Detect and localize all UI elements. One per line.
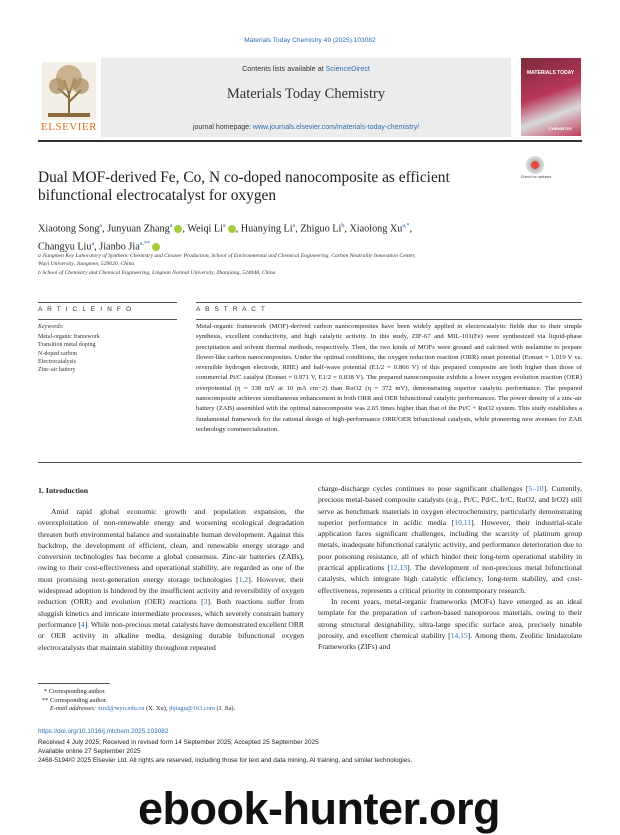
abstract-text: Metal-organic framework (MOF)-derived carbon nanocomposites have been widely applied in electrocatalytic fields due to their simple synthesis, excellent conductivity, and high catalytic activity. In this study, ZIF-67 and MIL-101(Fe) were synthesized via liquid-phase precipitation and solvent thermal methods, respectively. Then, the two kinds of MOFs were ground and calcined with melamine to prepare flower-like carbon nanocomposites. Under the optimal conditions, the oxygen reduction reaction (ORR) onset potential (Eonset = 1.019 V vs. reversible hydrogen electrode, RHE) and half-wave potential (E1/2 = 0.866 V) of this prepared composite are both higher than those of commercial Pt/C catalyst (Eonset = 0.971 V, E1/2 = 0.838 V). The prepared nanocomposite exhibits a lower oxygen evolution reaction (OER) overpotential (η = 338 mV at 10 mA cm−2) than RuO2 (η = 372 mV), demonstrating superior catalytic performance. The prepared nanocomposite achieves simultaneous enhancement in both ORR and OER bifunctional catalytic performances. The power density of a zinc-air battery (ZAB) assembled with the optimal nanocomposite was 2.65 times higher than that of the Pt/C + RuO2 system. This study establishes a fundamental framework for the rational design of high-performance ORR/OER bifunctional catalysts, while pioneering new avenues for ZAB technology commercialization. [196,323,582,433]
footnotes [38,688,235,714]
body-column-left [38,506,304,653]
text-run: ]. Both reactions suffer from sluggish kinetics and intricate intermediate processes, which severely constrain battery performance [ [38,597,305,629]
author-name[interactable]: Zhiguo Li [300,223,342,235]
journal-name: Materials Today Chemistry [226,86,386,102]
citation-link[interactable]: 4 [80,619,85,629]
text-run: In recent years, metal-organic frameworks (MOFs) have emerged as an ideal template for the preparation of carbon-based nanoporous materials, owing to their strong structural designability, ultra-large specific surface area, precisely tunable porosity, and excellent chemical stability [ [318,596,582,640]
keywords-list [38,333,100,374]
keyword: N-doped carbon [38,350,77,357]
orcid-icon[interactable] [174,225,182,233]
author-name[interactable]: Jianbo Jia [99,241,140,253]
text-run: ]. While non-precious metal catalysts have demonstrated excellent ORR or OER activity in alkaline media, designing durable bifunctional oxygen electrocatalysts that maintain stability throughout repeated [38,619,304,652]
author-name[interactable]: Huanying Li [240,223,293,235]
dates-received: Received 4 July 2025; Received in revised form 14 September 2025; Accepted 25 September 2025 [38,739,319,746]
author-affil-marker[interactable]: a,* [402,223,410,229]
dates-online: Available online 27 September 2025 [38,748,141,755]
text-run: Amid rapid global economic growth and population expansion, the overexploitation of non-renewable energy and worsening ecological degradation threaten both environmental balance and sustainable human development. Against this backdrop, the development of efficient, clean, and renewable energy storage and conversion technologies has become a global consensus. Zinc-air batteries (ZABs), owing to their cost-effectiveness and operational stability, are regarded as one of the most promising next-generation energy storage technologies [ [38,507,304,584]
author-name[interactable]: Xiaotong Song [38,223,100,235]
abstract-heading: A B S T R A C T [196,306,267,313]
keyword: Metal-organic framework [38,334,100,340]
abstract-bottom-rule [38,462,582,463]
abstract-rule [196,319,582,320]
intro-paragraph-1-cont [318,483,582,596]
citation-link[interactable]: 10,11 [454,517,472,527]
homepage-link[interactable]: www.journals.elsevier.com/materials-today-chemistry/ [252,124,420,131]
author-name[interactable]: Junyuan Zhang [107,223,170,235]
keyword: Electrocatalysis [38,358,76,365]
article-dates [38,738,412,765]
email-link[interactable]: xuxl@wyu.edu.cn [97,705,145,713]
text-run: ]. However, their widespread adoption is hindered by the insufficient activity and reversibility of oxygen reduction (ORR) and evolution (OER) reactions [ [38,574,304,607]
keyword: Zinc-air battery [38,367,76,374]
author-affil-marker[interactable]: b [341,223,345,229]
email-link[interactable]: jbjiagu@163.com [169,705,215,713]
check-updates-icon[interactable] [526,156,544,174]
check-updates-label[interactable]: Check for updates [520,175,552,179]
author-name[interactable]: Weiqi Li [187,223,223,235]
elsevier-wordmark: ELSEVIER [41,121,97,133]
contents-line [101,64,511,73]
affiliation-a: a Jiangmen Key Laboratory of Synthetic Chemistry and Cleaner Production, School of Environmental and Chemical Engineering, Carbon Neutrality Innovation Center, [38,253,416,259]
copyright: 2468-5194/© 2025 Elsevier Ltd. All rights are reserved, including those for text and data mining, AI training, and similar technologies. [38,757,413,764]
email-owner: (J. Jia). [214,705,236,713]
cover-title: MATERIALS TODAY [527,70,575,76]
author-affil-marker[interactable]: a [169,223,173,229]
journal-citation-link[interactable]: Materials Today Chemistry 49 (2025) 103082 [244,37,376,44]
text-run: ]. However, their industrial-scale application faces significant challenges, including the scarcity of platinum group metals, inadequate bifunctional catalytic activity, and performance deterioration due to poor poisoning resistance, all of which hinder their long-term operational stability in practical applications [ [318,517,582,573]
article-title: Dual MOF-derived Fe, Co, N co-doped nanocomposite as efficient bifunctional electrocatalyst for oxygen [38,169,450,204]
footnote-emails [38,705,235,714]
keywords-title: Keywords: [38,324,64,330]
citation-link[interactable]: 12,13 [390,563,408,573]
doi-link[interactable]: https://doi.org/10.1016/j.mtchem.2025.103082 [38,728,169,735]
author-list: Xiaotong Song$^a$, Junyuan Zhang$^a$ , Weiqi Li$^a$ , Huanying Li$^a$, Zhiguo Li$^b$, Xiaolong $Xu^{a,*}$, Changyu Liu$^a$, Jianbo Jia$^{a,**}$ [38,223,413,253]
abstract-top-rule [196,302,582,303]
orcid-icon[interactable] [152,243,160,251]
affiliation-b: b School of Chemistry and Chemical Engineering, Lingnan Normal University, Zhanjiang, 524048, China [38,270,276,276]
watermark-text: ebook-hunter.org [138,783,500,834]
footnote-corresponding-2: ** Corresponding author. [42,696,108,704]
sciencedirect-link[interactable]: ScienceDirect [325,64,370,73]
author-affil-marker[interactable]: a [292,223,296,229]
article-info-top-rule [38,302,177,303]
citation-link[interactable]: 1,2 [238,574,249,584]
intro-paragraph-2 [318,596,582,652]
author-affil-marker[interactable]: a,** [139,240,150,247]
email-owner: (X. Xu), [144,705,170,713]
keyword: Transition metal doping [38,342,96,349]
footnote-corresponding-1: * Corresponding author. [44,688,106,695]
citation-link[interactable]: 5–10 [528,484,544,493]
article-info-heading: A R T I C L E I N F O [38,306,133,313]
text-run: ]. Among them, Zeolitic Imidazolate Frameworks (ZIFs) and [318,630,583,652]
citation-link[interactable]: 14,15 [450,630,468,640]
cover-subtitle: CHEMISTRY [549,126,573,131]
journal-homepage [101,124,511,131]
author-affil-marker[interactable]: a [99,223,103,229]
author-name[interactable]: Changyu Liu [38,241,92,253]
author-name[interactable]: Xiaolong Xu [349,223,403,235]
contents-prefix: Contents lists available at [242,64,326,73]
section-heading-introduction: 1. Introduction [38,486,89,495]
author-affil-marker[interactable]: a [91,240,95,247]
body-column-right [318,483,582,652]
affiliation-a-cont: Wuyi University, Jiangmen, 529020, China [38,261,135,267]
intro-paragraph-1 [38,506,304,653]
article-info-rule [38,319,177,320]
homepage-prefix: journal homepage: [192,124,253,131]
author-affil-marker[interactable]: a [223,223,226,229]
header-rule [38,140,582,142]
text-run: charge-discharge cycles continues to pose significant challenges [ [318,484,529,493]
footnote-rule [38,683,110,684]
text-run: ]. Currently, precious metal-based composite catalysts (e.g., Pt/C, Pd/C, Ir/C, RuO2, and IrO2) still serve as benchmark materials in oxygen electrochemistry, particularly demonstrating superior performance in acidic media [ [318,484,582,527]
text-run: ]. The development of non-precious metal bifunctional catalysts, which integrate high catalytic efficiency, long-term stability, and cost-effectiveness, represents a critical priority in contemporary research. [318,563,582,595]
email-prefix: E-mail addresses: [50,705,98,713]
orcid-icon[interactable] [228,225,236,233]
citation-link[interactable]: 3 [203,597,208,607]
